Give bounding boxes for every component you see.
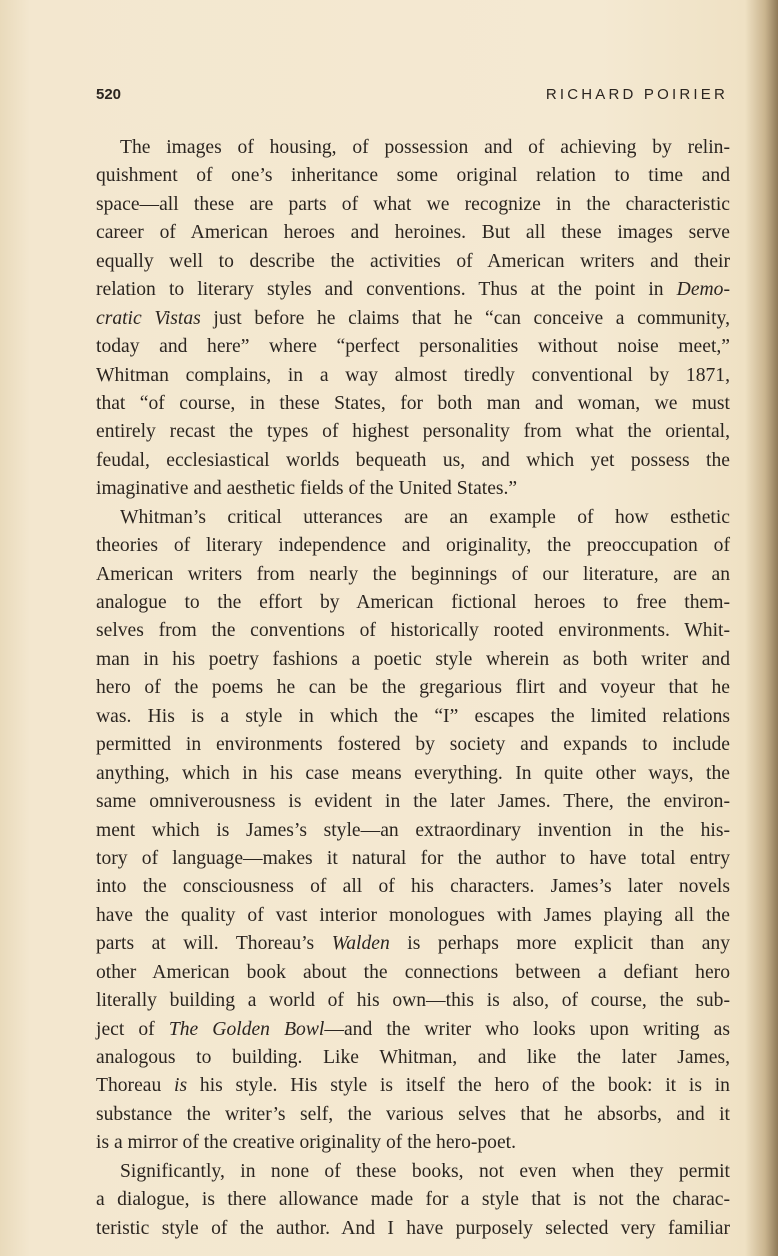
text-segment: teristic style of the author. And I have purposely selected very familiar bbox=[96, 1217, 730, 1239]
text-line bbox=[96, 646, 730, 674]
text-segment: analogous to building. Like Whitman, and like the later James, bbox=[96, 1047, 730, 1068]
text-segment: space—all these are parts of what we recognize in the characteristic bbox=[96, 193, 730, 215]
text-segment: parts at will. Thoreau’s bbox=[96, 933, 332, 955]
text-line bbox=[96, 390, 730, 418]
text-segment: theories of literary independence and originality, the preoccupation of bbox=[96, 535, 730, 557]
text-line bbox=[96, 219, 730, 247]
text-segment: quishment of one’s inheritance some original relation to time and bbox=[96, 165, 730, 187]
text-line bbox=[96, 703, 730, 731]
text-segment: Significantly, in none of these books, not even when they permit bbox=[120, 1160, 730, 1182]
text-line bbox=[96, 248, 730, 276]
text-line bbox=[96, 362, 730, 390]
text-segment: was. His is a style in which the “I” escapes the limited relations bbox=[96, 705, 730, 727]
italic-title: Walden bbox=[331, 933, 390, 955]
text-line bbox=[96, 134, 730, 162]
text-line bbox=[96, 1072, 730, 1100]
text-segment: Whitman complains, in a way almost tiredly conventional by 1871, bbox=[96, 364, 730, 386]
text-line bbox=[96, 1186, 730, 1214]
text-segment: analogue to the effort by American fictional heroes to free them- bbox=[96, 592, 730, 613]
text-segment: is perhaps more explicit than any bbox=[389, 933, 730, 955]
text-line bbox=[96, 1044, 730, 1072]
text-segment: literally building a world of his own—this is also, of course, the sub- bbox=[96, 990, 730, 1012]
text-segment: permitted in environments fostered by society and expands to include bbox=[96, 734, 730, 756]
text-segment: that “of course, in these States, for both man and woman, we must bbox=[96, 392, 730, 414]
text-line bbox=[96, 902, 730, 930]
body-text bbox=[96, 134, 730, 1243]
text-line bbox=[96, 447, 730, 475]
text-line bbox=[96, 162, 730, 190]
text-segment: just before he claims that he “can conceive a community, bbox=[200, 307, 730, 329]
italic-title: Demo- bbox=[676, 279, 730, 301]
text-line bbox=[96, 788, 730, 816]
text-line bbox=[96, 1215, 730, 1243]
text-segment: same omniverousness is evident in the later James. There, the environ- bbox=[96, 791, 730, 813]
text-line bbox=[96, 845, 730, 873]
text-line bbox=[96, 760, 730, 788]
text-segment: The images of housing, of possession and of achieving by relin- bbox=[120, 137, 730, 158]
text-segment: ment which is James’s style—an extraordinary invention in the his- bbox=[96, 819, 730, 841]
italic-title: cratic Vistas bbox=[96, 307, 201, 329]
text-segment: imaginative and aesthetic fields of the United States.” bbox=[96, 478, 518, 500]
text-segment: have the quality of vast interior monologues with James playing all the bbox=[96, 904, 730, 926]
text-line bbox=[96, 617, 730, 645]
text-line bbox=[96, 930, 730, 958]
text-line bbox=[96, 873, 730, 901]
text-line bbox=[96, 305, 730, 333]
text-segment: relation to literary styles and conventions. Thus at the point in bbox=[96, 279, 677, 301]
text-segment: man in his poetry fashions a poetic style wherein as both writer and bbox=[96, 648, 730, 670]
text-segment: is a mirror of the creative originality of the hero-poet. bbox=[96, 1132, 517, 1154]
text-line bbox=[96, 1101, 730, 1129]
text-line bbox=[96, 817, 730, 845]
text-segment: substance the writer’s self, the various selves that he absorbs, and it bbox=[96, 1103, 730, 1125]
text-line bbox=[96, 987, 730, 1015]
text-segment: feudal, ecclesiastical worlds bequeath us, and which yet possess the bbox=[96, 449, 730, 471]
text-segment: tory of language—makes it natural for the author to have total entry bbox=[96, 847, 730, 869]
text-segment: —and the writer who looks upon writing as bbox=[324, 1018, 730, 1040]
text-segment: into the consciousness of all of his characters. James’s later novels bbox=[96, 876, 730, 898]
italic-title: The Golden Bowl bbox=[168, 1018, 325, 1040]
running-head-author: RICHARD POIRIER bbox=[545, 86, 728, 103]
text-line bbox=[96, 1158, 730, 1186]
text-segment: American writers from nearly the beginnings of our literature, are an bbox=[96, 563, 730, 585]
italic-title: is bbox=[174, 1075, 188, 1097]
text-line bbox=[96, 191, 730, 219]
text-line bbox=[96, 589, 730, 617]
text-line bbox=[96, 959, 730, 987]
text-line bbox=[96, 561, 730, 589]
text-segment: equally well to describe the activities of American writers and their bbox=[96, 250, 730, 272]
text-line bbox=[96, 475, 730, 503]
text-line bbox=[96, 418, 730, 446]
text-segment: today and here” where “perfect personalities without noise meet,” bbox=[96, 336, 730, 358]
text-segment: hero of the poems he can be the gregarious flirt and voyeur that he bbox=[96, 677, 730, 699]
text-segment: a dialogue, is there allowance made for a style that is not the charac- bbox=[96, 1189, 730, 1211]
text-line bbox=[96, 532, 730, 560]
text-line bbox=[96, 504, 730, 532]
running-header bbox=[96, 86, 728, 110]
text-segment: entirely recast the types of highest personality from what the oriental, bbox=[96, 421, 730, 443]
text-segment: anything, which in his case means everything. In quite other ways, the bbox=[96, 762, 730, 784]
text-line bbox=[96, 731, 730, 759]
page-number: 520 bbox=[96, 86, 122, 103]
text-line bbox=[96, 1016, 730, 1044]
text-segment: other American book about the connections between a defiant hero bbox=[96, 961, 730, 983]
text-line bbox=[96, 674, 730, 702]
text-line bbox=[96, 276, 730, 304]
text-line bbox=[96, 1129, 730, 1157]
text-segment: Whitman’s critical utterances are an example of how esthetic bbox=[120, 506, 730, 528]
text-segment: Thoreau bbox=[96, 1075, 175, 1097]
text-segment: ject of bbox=[96, 1018, 169, 1040]
text-line bbox=[96, 333, 730, 361]
text-segment: career of American heroes and heroines. But all these images serve bbox=[96, 222, 730, 244]
text-segment: selves from the conventions of historically rooted environments. Whit- bbox=[96, 620, 730, 642]
text-segment: his style. His style is itself the hero of the book: it is in bbox=[187, 1075, 730, 1097]
